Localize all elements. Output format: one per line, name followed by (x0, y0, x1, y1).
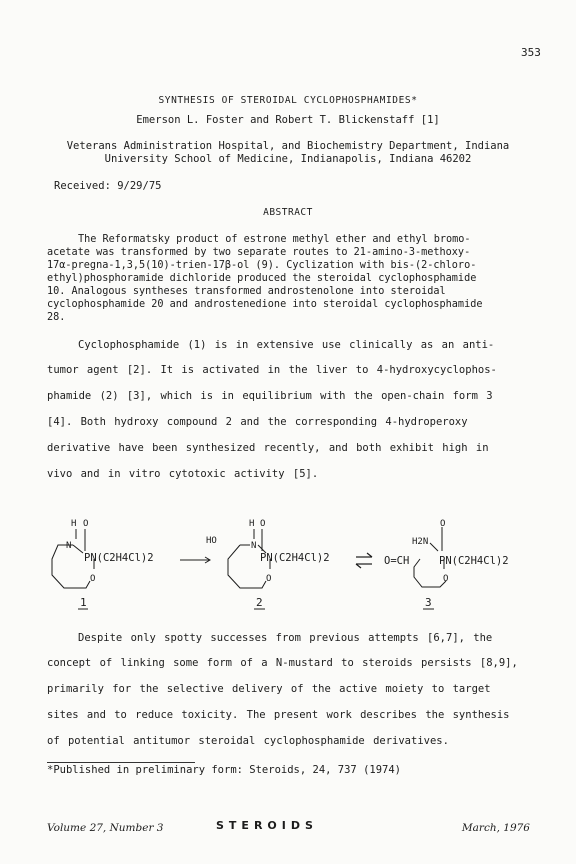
abstract-line: acetate was transformed by two separate routes to 21-amino-3-methoxy- (47, 247, 471, 258)
abstract-line: 17α-pregna-1,3,5(10)-trien-17β-ol (9). Cyclization with bis-(2-chloro- (47, 260, 477, 271)
substituent-label: PN(C2H4Cl)2 (439, 555, 509, 567)
atom-h: H (249, 519, 255, 529)
footer-volume: Volume 27, Number 3 (47, 822, 164, 834)
atom-o: O (260, 519, 266, 529)
atom-n: N (66, 541, 72, 551)
body-line: Cyclophosphamide (1) is in extensive use clinically as an anti- (78, 339, 495, 351)
body-line: vivo and in vitro cytotoxic activity [5]. (47, 468, 319, 480)
author-line: Emerson L. Foster and Robert T. Blickenstaff [1] (136, 114, 440, 126)
substituent-label: PN(C2H4Cl)2 (260, 552, 330, 564)
body-line: derivative have been synthesized recently, and both exhibit high in (47, 442, 489, 454)
body-line: [4]. Both hydroxy compound 2 and the corresponding 4-hydroperoxy (47, 416, 468, 428)
atom-o: O (440, 519, 446, 529)
body-line: primarily for the selective delivery of the active moiety to target (47, 683, 491, 695)
substituent-label: PN(C2H4Cl)2 (84, 552, 154, 564)
cyclophosphamide-structures (0, 515, 576, 620)
atom-o: O (266, 574, 272, 584)
atom-o: O (90, 574, 96, 584)
page-number: 353 (521, 46, 541, 59)
journal-logo: STEROIDS (216, 819, 318, 832)
abstract-line: ethyl)phosphoramide dichloride produced the steroidal cyclophosphamide (47, 273, 477, 284)
compound-label-1: 1 (80, 596, 87, 609)
atom-ocH: O=CH (384, 555, 410, 567)
footer-date: March, 1976 (461, 822, 530, 834)
atom-h: H (71, 519, 77, 529)
article-title: SYNTHESIS OF STEROIDAL CYCLOPHOSPHAMIDES* (158, 95, 418, 106)
body-line: tumor agent [2]. It is activated in the liver to 4-hydroxycyclophos- (47, 364, 497, 376)
affiliation-line-1: Veterans Administration Hospital, and Biochemistry Department, Indiana (66, 140, 510, 152)
received-date: Received: 9/29/75 (54, 180, 162, 192)
abstract-line: cyclophosphamide 20 and androstenedione into steroidal cyclophosphamide (47, 299, 483, 310)
body-line: concept of linking some form of a N-mustard to steroids persists [8,9], (47, 657, 518, 669)
footnote: *Published in preliminary form: Steroids, 24, 737 (1974) (47, 764, 402, 776)
footnote-rule (47, 762, 195, 763)
abstract-line: The Reformatsky product of estrone methyl ether and ethyl bromo- (78, 234, 471, 245)
atom-n: N (251, 541, 257, 551)
body-line: sites and to reduce toxicity. The present work describes the synthesis (47, 709, 510, 721)
equilibrium-arrows (356, 553, 372, 568)
abstract-heading: ABSTRACT (263, 207, 313, 218)
abstract-line: 28. (47, 312, 66, 323)
atom-h2n: H2N (412, 537, 429, 547)
compound-label-3: 3 (425, 596, 432, 609)
body-line: phamide (2) [3], which is in equilibrium with the open-chain form 3 (47, 390, 493, 402)
atom-o: O (443, 574, 449, 584)
atom-ho: HO (206, 536, 217, 546)
atom-o: O (83, 519, 89, 529)
affiliation-line-2: University School of Medicine, Indianapolis, Indiana 46202 (104, 153, 472, 165)
abstract-line: 10. Analogous syntheses transformed androstenolone into steroidal (47, 286, 446, 297)
body-line: of potential antitumor steroidal cyclophosphamide derivatives. (47, 735, 449, 747)
compound-label-2: 2 (256, 596, 263, 609)
body-line: Despite only spotty successes from previous attempts [6,7], the (78, 632, 493, 644)
